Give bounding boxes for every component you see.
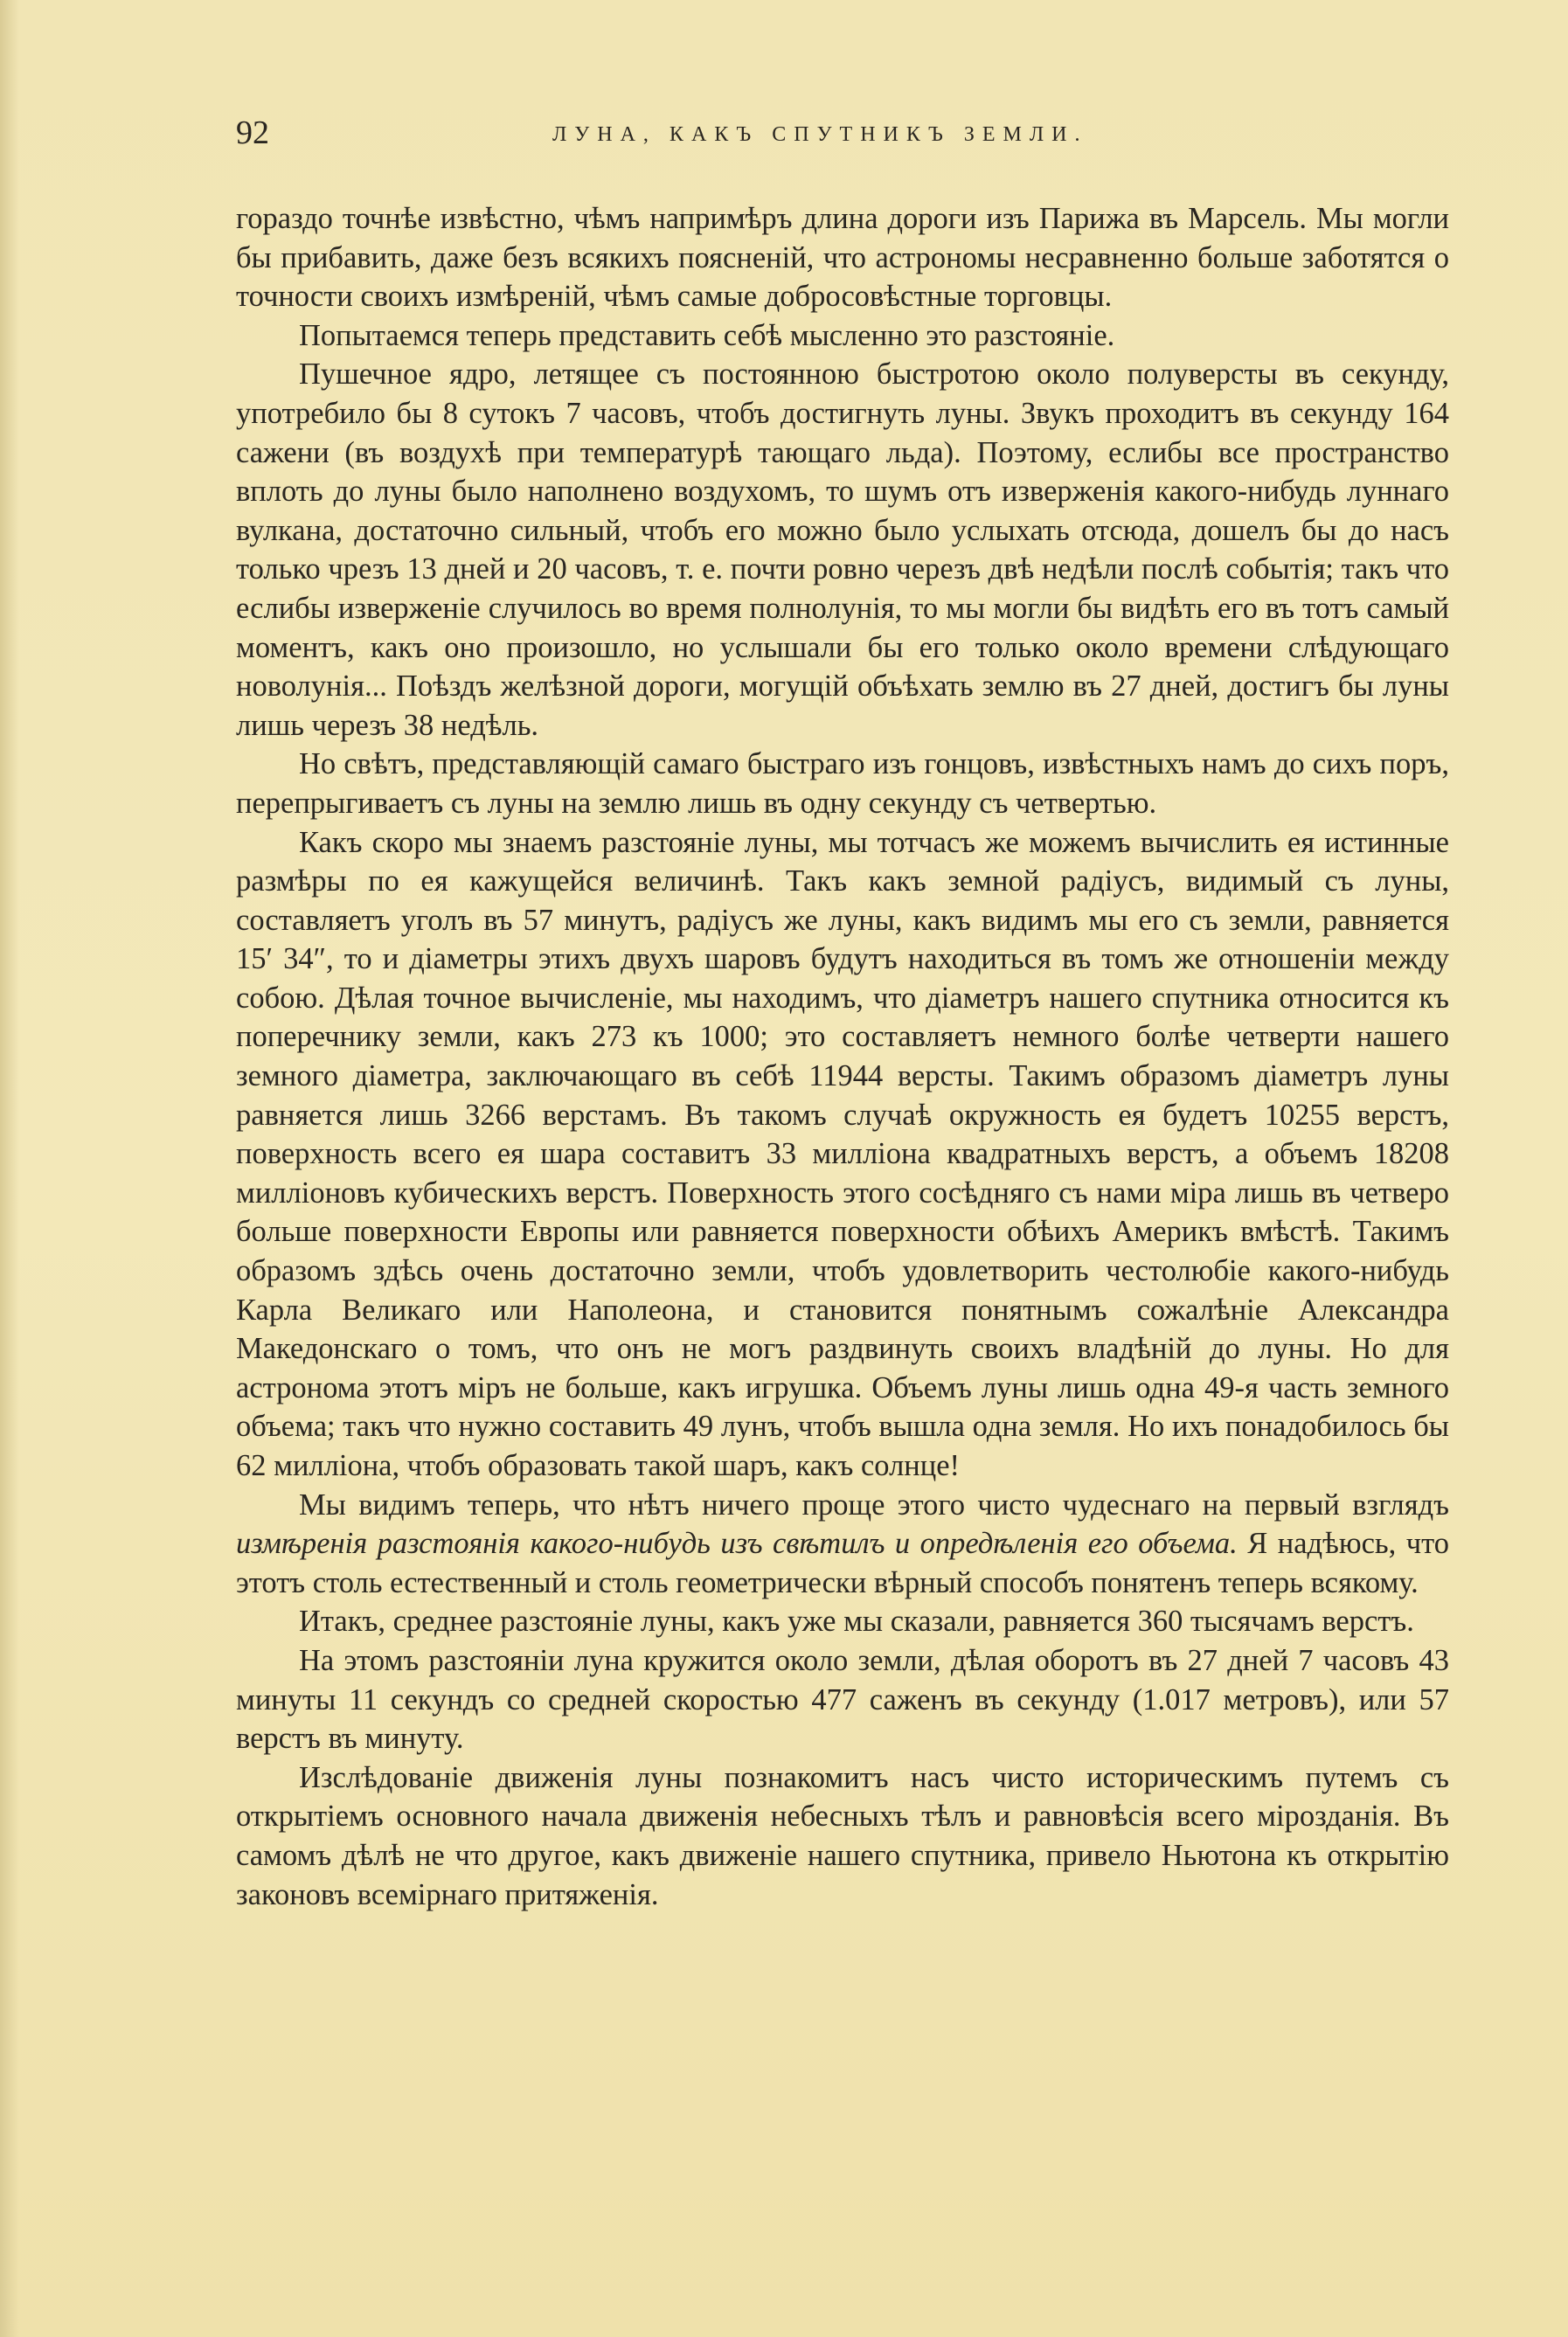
paragraph-7: Итакъ, среднее разстояніе луны, какъ уже мы сказали, равняется 360 тысячамъ верстъ. [299,1605,1414,1639]
page-number: 92 [236,114,269,151]
page-edge-shadow [0,0,19,2337]
paragraph-6-italic-phrase: измѣренія разстоянія какого-нибудь изъ свѣтилъ и опредѣленія его объема. [236,1527,1238,1561]
paragraph-4: Но свѣтъ, представляющій самаго быстраго изъ гонцовъ, извѣстныхъ намъ до сихъ поръ, перепрыгиваетъ съ луны на землю лишь въ одну секунду съ четвертью. [236,747,1449,820]
paragraph-6 [236,1486,1449,1603]
paragraph-8: На этомъ разстояніи луна кружится около земли, дѣлая оборотъ въ 27 дней 7 часовъ 43 минуты 11 секундъ со средней скоростью 477 саженъ въ секунду (1.017 метровъ), или 57 верстъ въ минуту. [236,1643,1449,1756]
running-head: ЛУНА, КАКЪ СПУТНИКЪ ЗЕМЛИ. [552,123,1088,146]
paragraph-6-text-end: Я надѣюсь, что этотъ столь естественный и столь геометрически вѣрный способъ понятенъ теперь всякому. [236,1527,1449,1599]
paragraph-9: Изслѣдованіе движенія луны познакомитъ насъ чисто историческимъ путемъ съ открытіемъ основного начала движенія небесныхъ тѣлъ и равновѣсія всего мірозданія. Въ самомъ дѣлѣ не что другое, какъ движеніе нашего спутника, привело Ньютона къ открытію законовъ всемірнаго притяженія. [236,1760,1449,1911]
paragraph-1: гораздо точнѣе извѣстно, чѣмъ напримѣръ длина дороги изъ Парижа въ Марсель. Мы могли бы прибавить, даже безъ всякихъ поясненій, что астрономы несравненно больше заботятся о точности своихъ измѣреній, чѣмъ самые добросовѣстные торговцы. [236,202,1449,314]
page-header [236,112,1449,164]
paragraph-6-text-start: Мы видимъ теперь, что нѣтъ ничего проще этого чисто чудеснаго на первый взглядъ [299,1487,1449,1522]
paragraph-5: Какъ скоро мы знаемъ разстояніе луны, мы тотчасъ же можемъ вычислить ея истинные размѣры по ея кажущейся величинѣ. Такъ какъ земной радіусъ, видимый съ луны, составляетъ уголъ въ 57 минутъ, радіусъ же луны, какъ видимъ мы его съ земли, равняется 15′ 34″, то и діаметры этихъ двухъ шаровъ будутъ находиться въ томъ же отношеніи между собою. Дѣлая точное вычисленіе, мы находимъ, что діаметръ нашего спутника относится къ поперечнику земли, какъ 273 къ 1000; это составляетъ немного болѣе четверти нашего земного діаметра, заключающаго въ себѣ 11944 версты. Такимъ образомъ діаметръ луны равняется лишь 3266 верстамъ. Въ такомъ случаѣ окружность ея будетъ 10255 верстъ, поверхность всего ея шара составитъ 33 милліона квадратныхъ верстъ, а объемъ 18208 милліоновъ кубическихъ верстъ. Поверхность этого сосѣдняго съ нами міра лишь въ четверо больше поверхности Европы или равняется поверхности обѣихъ Америкъ вмѣстѣ. Такимъ образомъ здѣсь очень достаточно земли, чтобъ удовлетворить честолюбіе какого-нибудь Карла Великаго или Наполеона, и становится понятнымъ сожалѣніе Александра Македонскаго о томъ, что онъ не могъ раздвинуть своихъ владѣній до луны. Но для астронома этотъ міръ не больше, какъ игрушка. Объемъ луны лишь одна 49-я часть земного объема; такъ что нужно составить 49 лунъ, чтобъ вышла одна земля. Но ихъ понадобилось бы 62 милліона, чтобъ образовать такой шаръ, какъ солнце! [236,825,1449,1482]
paragraph-2: Попытаемся теперь представить себѣ мысленно это разстояніе. [299,318,1115,352]
body-text [236,199,1449,1914]
paragraph-3: Пушечное ядро, летящее съ постоянною быстротою около полуверсты въ секунду, употребило бы 8 сутокъ 7 часовъ, чтобъ достигнуть луны. Звукъ проходитъ въ секунду 164 сажени (въ воздухѣ при температурѣ тающаго льда). Поэтому, еслибы все пространство вплоть до луны было наполнено воздухомъ, то шумъ отъ изверженія какого-нибудь луннаго вулкана, достаточно сильный, чтобъ его можно было услыхать отсюда, дошелъ бы до насъ только чрезъ 13 дней и 20 часовъ, т. е. почти ровно черезъ двѣ недѣли послѣ событія; такъ что еслибы изверженіе случилось во время полнолунія, то мы могли бы видѣть его въ тотъ самый моментъ, какъ оно произошло, но услышали бы его только около времени слѣдующаго новолунія... Поѣздъ желѣзной дороги, могущій объѣхать землю въ 27 дней, достигъ бы луны лишь черезъ 38 недѣль. [236,357,1449,742]
